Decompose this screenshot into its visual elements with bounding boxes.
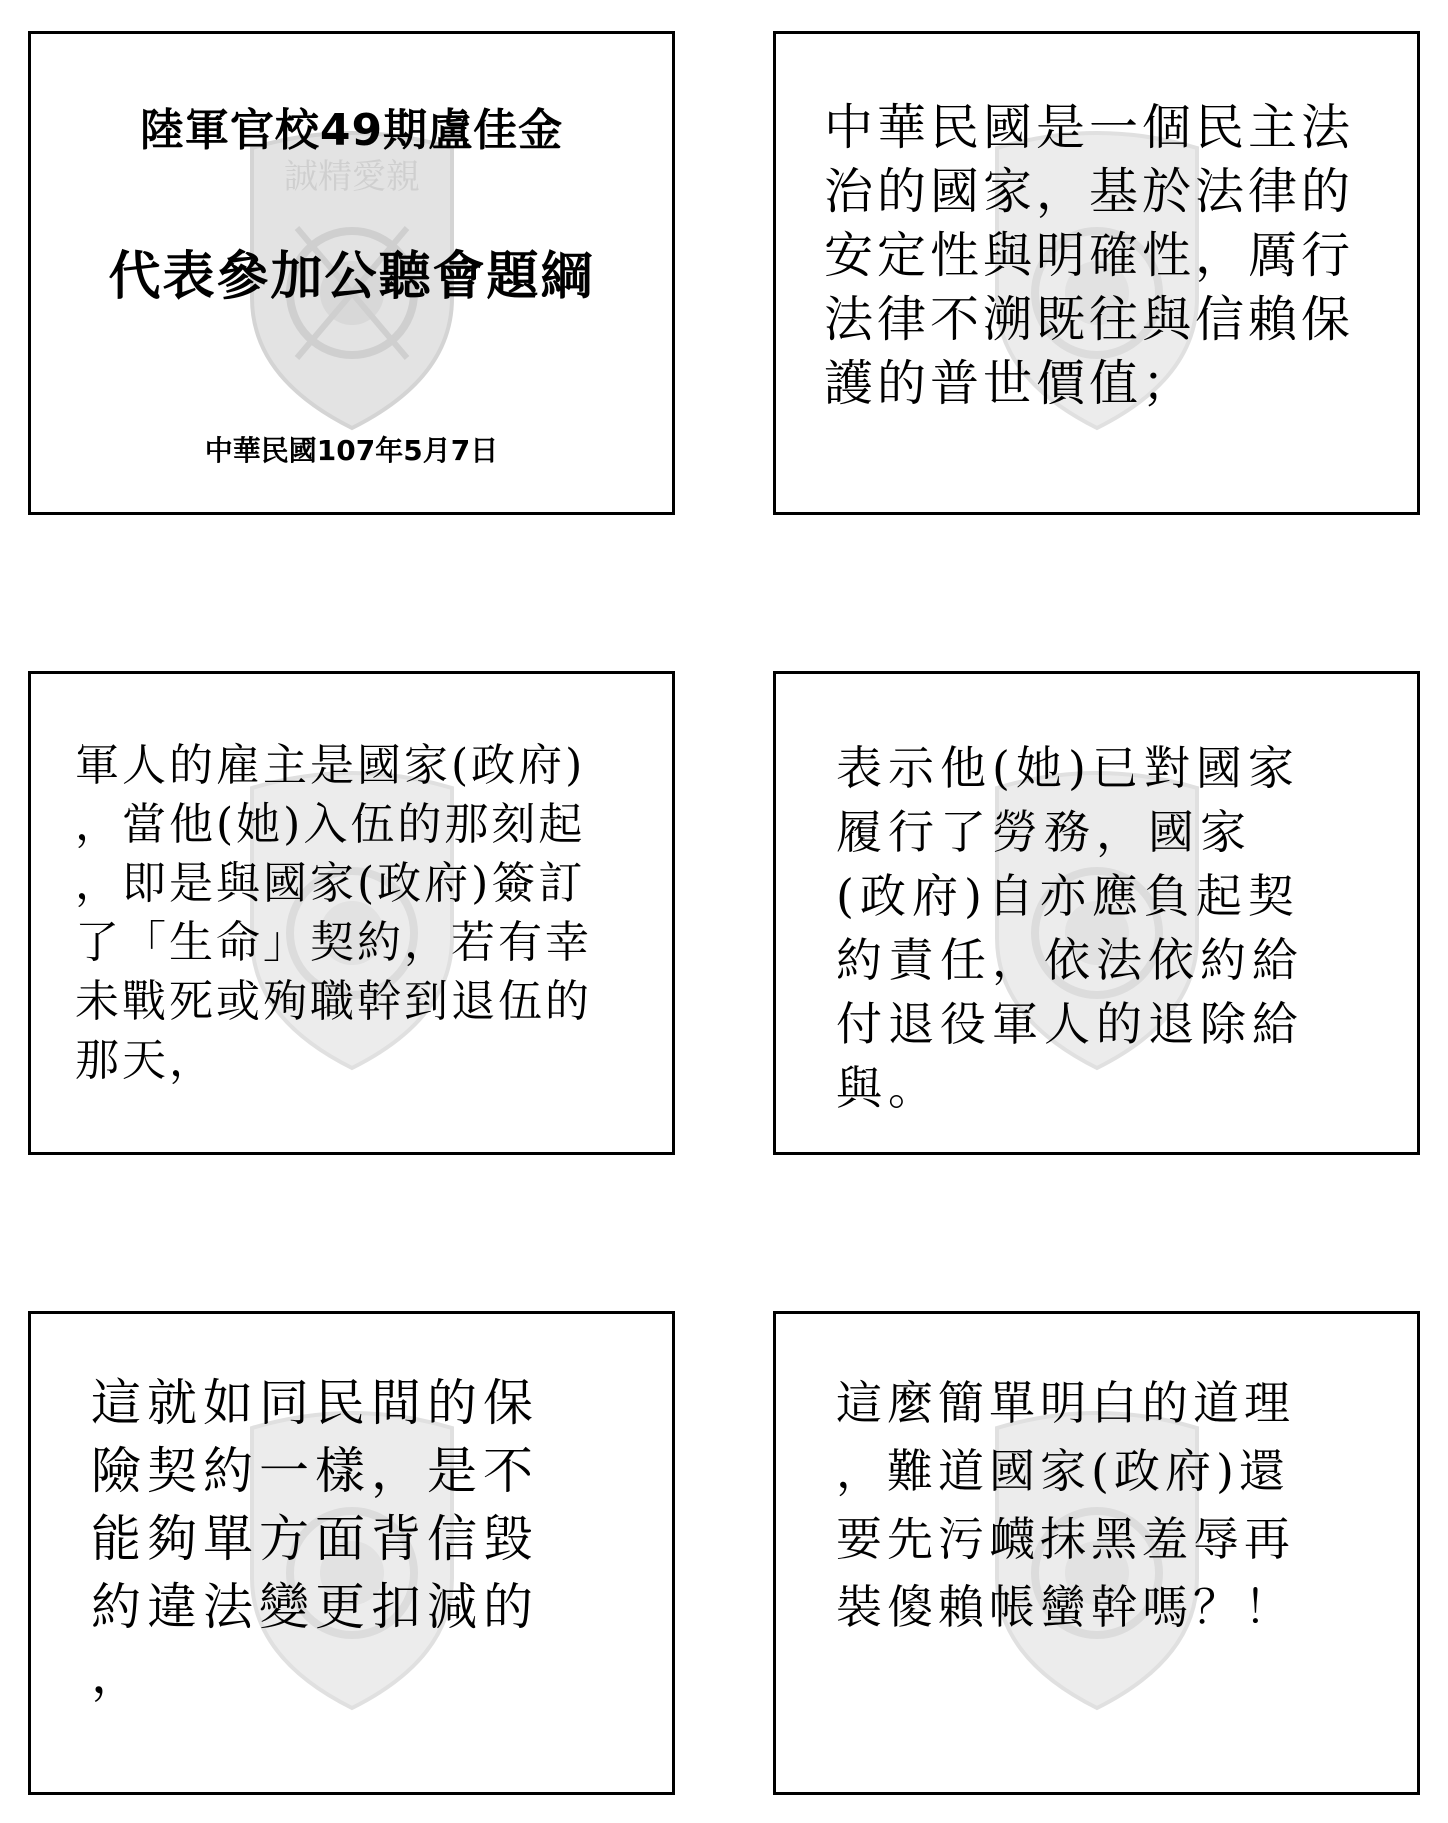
title-author: 陸軍官校49期盧佳金 — [139, 105, 564, 156]
slide-text: 這就如同民間的保 險契約一樣，是不 能夠單方面背信毀 約違法變更扣減的 ， — [91, 1374, 539, 1704]
slide-card-5 — [773, 1311, 1420, 1795]
slide-text: 軍人的雇主是國家(政府) ，當他(她)入伍的那刻起 ，即是與國家(政府)簽訂 了「生命」契約，若有幸 未戰死或殉職幹到退伍的 那天， — [75, 740, 592, 1086]
slide-card-2 — [28, 671, 675, 1155]
slide-card-4 — [28, 1311, 675, 1795]
watermark-motto: 誠精愛親 — [283, 157, 420, 197]
title-heading: 代表參加公聽會題綱 — [108, 246, 595, 307]
slide-text: 表示他(她)已對國家 履行了勞務，國家 (政府)自亦應負起契 約責任，依法依約給 付退役軍人的退除給 與。 — [836, 741, 1304, 1115]
title-card — [28, 31, 675, 515]
slide-card-3 — [773, 671, 1420, 1155]
title-date: 中華民國107年5月7日 — [204, 434, 499, 467]
slide-card-1 — [773, 31, 1420, 515]
slide-text: 中華民國是一個民主法 治的國家，基於法律的 安定性與明確性，厲行 法律不溯既往與信賴保 護的普世價值； — [824, 99, 1355, 412]
slide-text: 這麼簡單明白的道理 ，難道國家(政府)還 要先污衊抹黑羞辱再 裝傻賴帳蠻幹嗎？！ — [836, 1376, 1295, 1634]
